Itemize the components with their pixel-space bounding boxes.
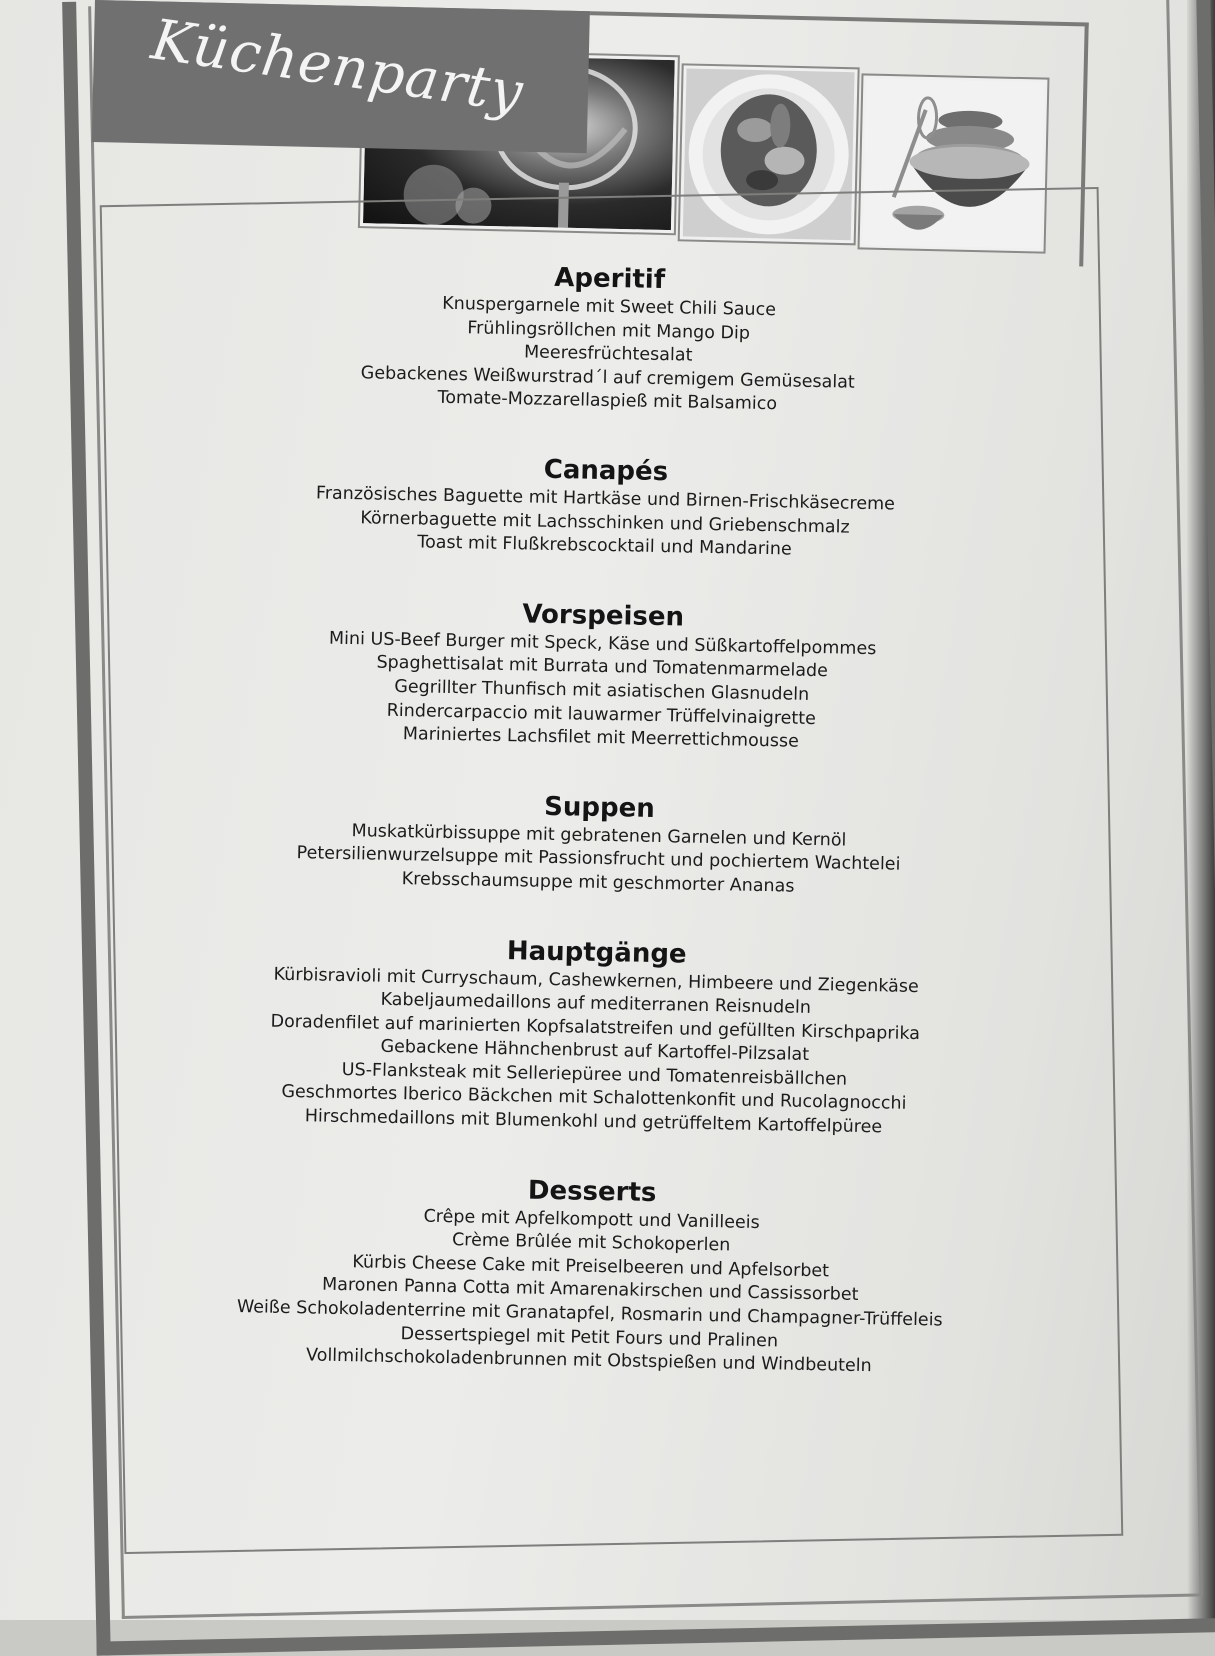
menu-item: Krebsschaumsuppe mit geschmorter Ananas [401, 869, 795, 897]
section-title: Desserts [527, 1175, 657, 1208]
menu-item: Frühlingsröllchen mit Mango Dip [467, 317, 751, 344]
menu-item: Muskatkürbissuppe mit gebratenen Garnelen und Kernöl [351, 820, 847, 851]
menu-item: Crêpe mit Apfelkompott und Vanilleeis [423, 1206, 760, 1233]
menu-item: Knuspergarnele mit Sweet Chili Sauce [442, 293, 777, 321]
menu-item: Maronen Panna Cotta mit Amarenakirschen und Cassissorbet [321, 1275, 859, 1306]
section-aperitif [217, 255, 1000, 422]
menu-item: Kürbisravioli mit Curryschaum, Cashewkernen, Himbeere und Ziegenkäse [273, 964, 919, 997]
section-title: Hauptgänge [506, 935, 687, 970]
menu-item: Tomate-Mozzarellaspieß mit Balsamico [437, 388, 778, 415]
menu-item: Mini US-Beef Burger mit Speck, Käse und Süßkartoffelpommes [328, 628, 877, 659]
menu-item: Kabeljaumedaillons auf mediterranen Reisnudeln [380, 989, 812, 1019]
menu-item: Mariniertes Lachsfilet mit Meerrettichmousse [402, 724, 800, 752]
section-title: Suppen [543, 791, 656, 824]
menu-item: Hirschmedaillons mit Blumenkohl und getrüffeltem Kartoffelpüree [304, 1106, 883, 1138]
section-title: Canapés [543, 454, 669, 488]
menu-item: Gegrillter Thunfisch mit asiatischen Glasnudeln [394, 676, 810, 705]
menu-item: Gebackenes Weißwurstrad´l auf cremigem Gemüsesalat [360, 363, 855, 393]
menu-item: Rindercarpaccio mit lauwarmer Trüffelvinaigrette [386, 700, 817, 729]
menu-item: Dessertspiegel mit Petit Fours und Pralinen [400, 1323, 779, 1352]
menu-item: Doradenfilet auf marinierten Kopfsalatstreifen und gefüllten Kirschpaprika [270, 1011, 921, 1044]
menu-item: Kürbis Cheese Cake mit Preiselbeeren und Apfelsorbet [352, 1252, 830, 1282]
menu-item: Französisches Baguette mit Hartkäse und Birnen-Frischkäsecreme [315, 483, 896, 515]
menu-item: Meeresfrüchtesalat [523, 342, 693, 366]
menu-title: Küchenparty [147, 7, 528, 126]
menu-item: US-Flanksteak mit Selleriepüree und Tomatenreisbällchen [341, 1059, 848, 1090]
menu-content [199, 255, 1000, 1382]
section-title: Aperitif [554, 262, 666, 296]
menu-item: Spaghettisalat mit Burrata und Tomatenmarmelade [376, 652, 829, 682]
section-suppen [208, 783, 990, 903]
menu-item: Crème Brûlée mit Schokoperlen [451, 1230, 731, 1256]
menu-item: Petersilienwurzelsuppe mit Passionsfrucht und pochiertem Wachtelei [296, 843, 901, 875]
title-banner [92, 0, 590, 153]
menu-item: Geschmortes Iberico Bäckchen mit Schalottenkonfit und Rucolagnocchi [281, 1082, 907, 1115]
menu-item: Gebackene Hähnchenbrust auf Kartoffel-Pilzsalat [380, 1037, 810, 1066]
section-desserts [199, 1167, 983, 1381]
menu-item: Weiße Schokoladenterrine mit Granatapfel, Rosmarin und Champagner-Trüffeleis [236, 1297, 943, 1331]
section-title: Vorspeisen [522, 599, 685, 633]
section-hauptgaenge [203, 928, 987, 1142]
menu-item: Körnerbaguette mit Lachsschinken und Griebenschmalz [360, 507, 850, 538]
section-canapes [214, 446, 996, 566]
menu-item: Toast mit Flußkrebscocktail und Mandarine [417, 532, 792, 560]
menu-item: Vollmilchschokoladenbrunnen mit Obstspießen und Windbeuteln [305, 1345, 872, 1377]
section-vorspeisen [211, 591, 994, 758]
